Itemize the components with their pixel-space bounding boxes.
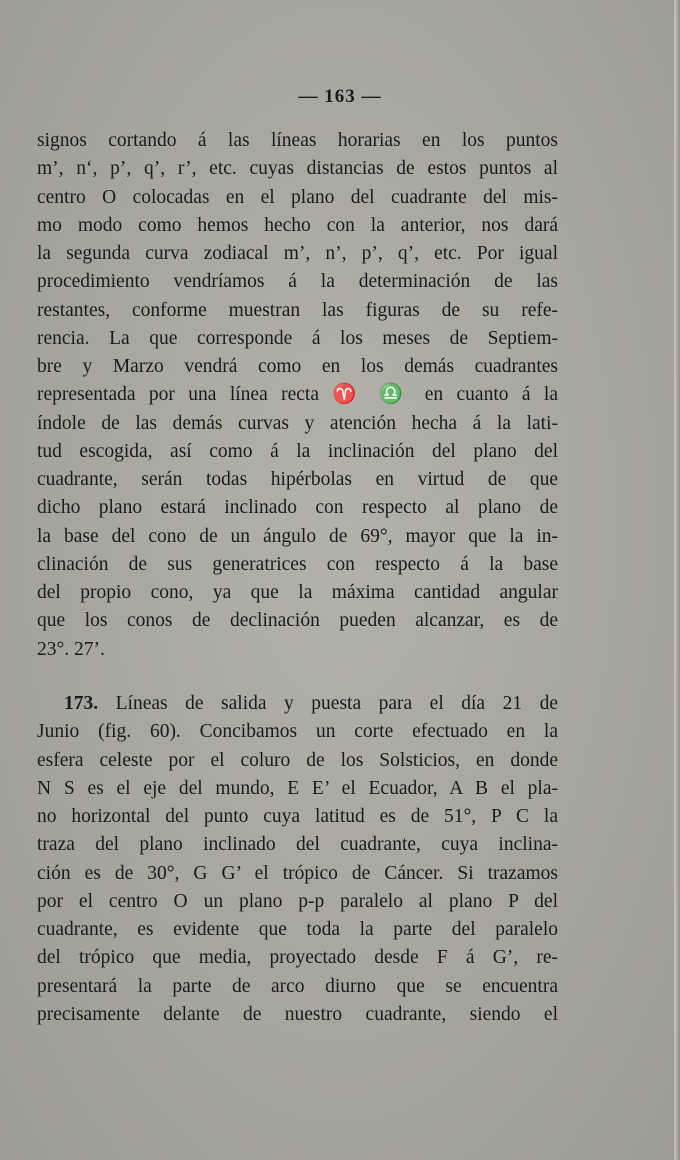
page-edge <box>674 0 680 1160</box>
text-line: la segunda curva zodiacal m’, n’, p’, q’, etc. Por igual <box>37 243 558 264</box>
text-line: procedimiento vendríamos á la determinación de las <box>37 271 558 293</box>
text-line: Junio (fig. 60). Concibamos un corte efectuado en la <box>37 721 558 743</box>
text-line: tud escogida, así como á la inclinación del plano del <box>37 440 558 462</box>
text-line: del propio cono, ya que la máxima cantidad angular <box>37 582 558 603</box>
paragraph-continuation <box>37 127 558 664</box>
text-line: esfera celeste por el coluro de los Solsticios, en donde <box>37 749 558 771</box>
text-line: bre y Marzo vendrá como en los demás cuadrantes <box>37 356 558 377</box>
text-line: precisamente delante de nuestro cuadrante, siendo el <box>37 1003 558 1025</box>
text-line: clinación de sus generatrices con respecto á la base <box>37 553 558 575</box>
text-line: no horizontal del punto cuya latitud es de 51°, P C la <box>37 806 558 827</box>
section-first-line <box>37 690 558 718</box>
text-line: rencia. La que corresponde á los meses de Septiem- <box>37 327 558 349</box>
text-line: N S es el eje del mundo, E E’ el Ecuador, A B el pla- <box>37 777 558 799</box>
section-173-paragraph <box>37 690 558 1029</box>
text-line: presentará la parte de arco diurno que se encuentra <box>37 975 558 997</box>
text-line: cuadrante, serán todas hipérbolas en virtud de que <box>37 469 558 490</box>
text-line: cuadrante, es evidente que toda la parte del paralelo <box>37 919 558 940</box>
text-line: centro O colocadas en el plano del cuadrante del mis- <box>37 186 558 208</box>
text-line: representada por una línea recta ♈ ♎ en cuanto á la <box>37 384 558 406</box>
text-line: traza del plano inclinado del cuadrante, cuya inclina- <box>37 834 558 856</box>
text-line: por el centro O un plano p-p paralelo al plano P del <box>37 890 558 912</box>
text-line: índole de las demás curvas y atención hecha á la lati- <box>37 412 558 434</box>
text-line: del trópico que media, proyectado desde F á G’, re- <box>37 947 558 969</box>
text-line: 23°. 27’. <box>37 638 105 660</box>
text-line: m’, n‘, p’, q’, r’, etc. cuyas distancias de estos puntos al <box>37 158 558 180</box>
text-line: que los conos de declinación pueden alcanzar, es de <box>37 610 558 632</box>
text-line: restantes, conforme muestran las figuras de su refe- <box>37 299 558 321</box>
section-heading-text: Líneas de salida y puesta para el día 21 de <box>115 693 558 714</box>
page-number: — 163 — <box>298 86 382 107</box>
text-line: la base del cono de un ángulo de 69°, mayor que la in- <box>37 525 558 547</box>
text-line: signos cortando á las líneas horarias en los puntos <box>37 130 558 151</box>
text-line: mo modo como hemos hecho con la anterior, nos dará <box>37 214 558 236</box>
text-line: dicho plano estará inclinado con respecto al plano de <box>37 497 558 519</box>
section-number: 173. <box>64 693 99 714</box>
text-line: ción es de 30°, G G’ el trópico de Cáncer. Si trazamos <box>37 862 558 884</box>
